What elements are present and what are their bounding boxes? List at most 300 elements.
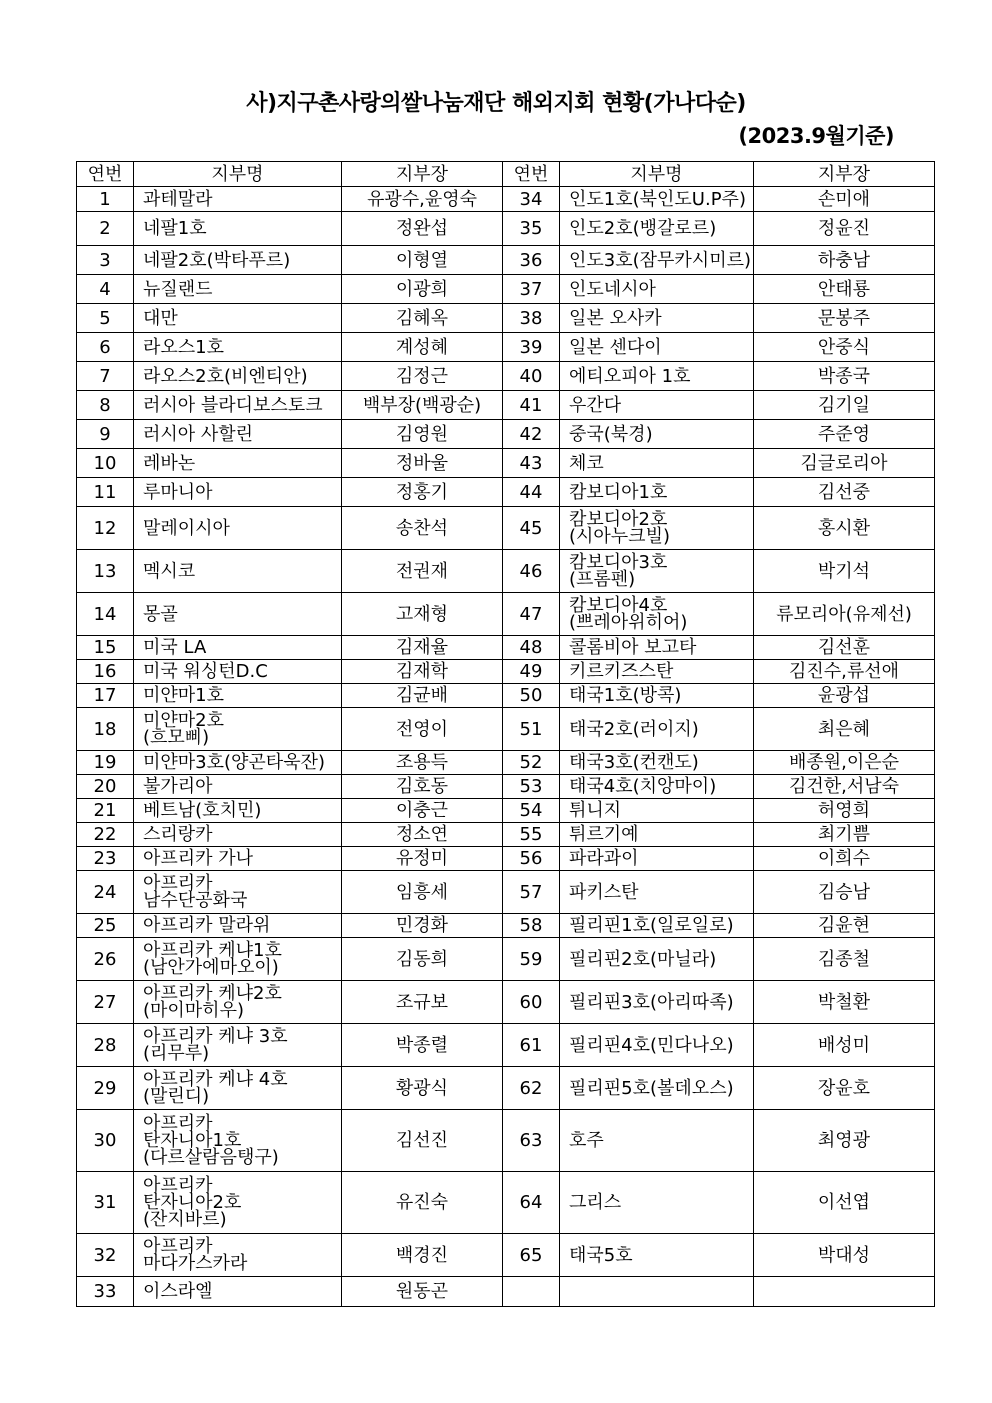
branch-name-line: 태국5호 (569, 1244, 633, 1266)
row-number: 54 (503, 799, 560, 823)
row-number: 47 (503, 593, 560, 636)
branch-name-line: 필리핀1호(일로일로) (569, 915, 734, 936)
branch-leader: 김정근 (342, 362, 503, 391)
row-number: 28 (77, 1024, 134, 1067)
branch-name-line: 루마니아 (143, 481, 213, 503)
branch-name (134, 914, 342, 938)
table-row (77, 799, 935, 823)
branch-name (560, 593, 754, 636)
branch-name (560, 507, 754, 550)
branch-leader: 김동희 (342, 938, 503, 981)
branch-name-line: 탄자니아1호 (143, 1130, 242, 1151)
branch-name (560, 1110, 754, 1172)
row-number: 25 (77, 914, 134, 938)
branch-leader: 김혜옥 (342, 304, 503, 333)
table-row (77, 938, 935, 981)
branch-name (560, 981, 754, 1024)
branch-name-line: 탄자니아2호 (143, 1192, 242, 1213)
branch-name (134, 871, 342, 914)
branch-leader: 윤광섭 (754, 684, 935, 708)
row-number: 27 (77, 981, 134, 1024)
table-body (77, 187, 935, 1307)
branch-name-line: 미국 LA (143, 637, 207, 658)
branch-leader: 김호동 (342, 775, 503, 799)
branch-name-line: (쁘레아위히어) (569, 612, 688, 633)
branch-name-line: 아프리카 케냐2호 (143, 983, 282, 1004)
row-number: 62 (503, 1067, 560, 1110)
branch-name-line: 미국 워싱턴D.C (143, 661, 268, 682)
table-row (77, 636, 935, 660)
branch-name-line: 멕시코 (143, 560, 196, 582)
branch-name-line: 아프리카 (143, 1113, 213, 1134)
branch-leader: 최영광 (754, 1110, 935, 1172)
branch-name-line: 우간다 (569, 394, 622, 416)
branch-name-line: (남안가에마오이) (143, 957, 279, 978)
row-number: 55 (503, 823, 560, 847)
row-number: 59 (503, 938, 560, 981)
branch-name (560, 275, 754, 304)
table-row (77, 708, 935, 751)
branch-leader: 안중식 (754, 333, 935, 362)
row-number: 1 (77, 187, 134, 212)
row-number: 44 (503, 478, 560, 507)
branch-name-line: 네팔2호(박타푸르) (143, 249, 291, 271)
branch-leader: 백부장(백광순) (342, 391, 503, 420)
branch-name-line: 일본 센다이 (569, 336, 662, 358)
row-number: 15 (77, 636, 134, 660)
branch-leader: 이선엽 (754, 1172, 935, 1234)
branch-name-line: 아프리카 케냐 3호 (143, 1026, 288, 1047)
row-number: 60 (503, 981, 560, 1024)
branch-leader: 박종국 (754, 362, 935, 391)
branch-name-line: 튀르기예 (569, 824, 639, 845)
table-row (77, 684, 935, 708)
row-number: 18 (77, 708, 134, 751)
branch-name-line: 태국2호(러이지) (569, 718, 699, 740)
branch-name (560, 449, 754, 478)
table-row (77, 304, 935, 333)
branch-leader: 이형열 (342, 246, 503, 275)
branch-name (134, 507, 342, 550)
branch-leader (754, 1277, 935, 1307)
branch-name-line: (말린디) (143, 1086, 210, 1107)
branch-name-line: 아프리카 가나 (143, 848, 254, 869)
branch-name (560, 362, 754, 391)
branch-name-line: 호주 (569, 1130, 604, 1151)
branch-name-line: 아프리카 케냐 4호 (143, 1069, 288, 1090)
table-row (77, 775, 935, 799)
branch-name-line: 키르키즈스탄 (569, 661, 674, 682)
branch-name (560, 684, 754, 708)
branch-leader: 김재율 (342, 636, 503, 660)
row-number: 11 (77, 478, 134, 507)
row-number: 26 (77, 938, 134, 981)
row-number: 10 (77, 449, 134, 478)
branch-name (134, 938, 342, 981)
branch-leader: 유진숙 (342, 1172, 503, 1234)
branch-leader: 전영이 (342, 708, 503, 751)
branch-name (134, 1024, 342, 1067)
branch-name (560, 1067, 754, 1110)
branch-name-line: 몽골 (143, 603, 178, 625)
row-number: 52 (503, 751, 560, 775)
row-number: 30 (77, 1110, 134, 1172)
branch-leader: 전권재 (342, 550, 503, 593)
branch-leader: 박철환 (754, 981, 935, 1024)
branch-name-line: (흐모삐) (143, 727, 210, 748)
row-number: 65 (503, 1234, 560, 1277)
branch-name (134, 660, 342, 684)
branch-leader: 유정미 (342, 847, 503, 871)
branch-name (134, 1067, 342, 1110)
branch-name-line: 인도3호(잠무카시미르) (569, 249, 751, 271)
branch-name-line: 캄보디아3호 (569, 552, 668, 573)
branch-name-line: 튀니지 (569, 800, 622, 821)
branch-name (134, 478, 342, 507)
branch-name (134, 981, 342, 1024)
branch-leader: 조규보 (342, 981, 503, 1024)
row-number: 31 (77, 1172, 134, 1234)
branch-leader: 김윤현 (754, 914, 935, 938)
table-row (77, 660, 935, 684)
table-row (77, 420, 935, 449)
branch-leader: 정소연 (342, 823, 503, 847)
branch-leader: 이충근 (342, 799, 503, 823)
row-number: 37 (503, 275, 560, 304)
header-leader: 지부장 (754, 162, 935, 187)
table-row (77, 333, 935, 362)
branch-leader: 황광식 (342, 1067, 503, 1110)
document-title: 사)지구촌사랑의쌀나눔재단 해외지회 현황(가나다순) (246, 91, 746, 116)
branch-name (560, 914, 754, 938)
table-row (77, 914, 935, 938)
branch-name (560, 333, 754, 362)
branch-leader: 손미애 (754, 187, 935, 212)
row-number: 50 (503, 684, 560, 708)
branch-name-line: 라오스2호(비엔티안) (143, 365, 308, 387)
row-number: 49 (503, 660, 560, 684)
branch-name-line: 러시아 사할린 (143, 423, 254, 445)
row-number: 33 (77, 1277, 134, 1307)
branch-name (134, 751, 342, 775)
row-number: 39 (503, 333, 560, 362)
row-number: 17 (77, 684, 134, 708)
branch-name-line: 인도2호(뱅갈로르) (569, 218, 717, 239)
branch-name-line: 레바논 (143, 452, 196, 474)
branch-name-line: 에티오피아 1호 (569, 365, 691, 387)
table-row (77, 246, 935, 275)
row-number: 22 (77, 823, 134, 847)
row-number: 2 (77, 212, 134, 246)
branch-leader: 김선훈 (754, 636, 935, 660)
branch-name (134, 684, 342, 708)
branch-name-line: 불가리아 (143, 776, 213, 797)
row-number: 3 (77, 246, 134, 275)
branch-name-line: 태국4호(치앙마이) (569, 776, 717, 797)
branch-leader: 최은혜 (754, 708, 935, 751)
branch-leader: 김선중 (754, 478, 935, 507)
branch-name (560, 823, 754, 847)
branch-name-line: 파라과이 (569, 848, 639, 869)
branch-name-line: 아프리카 (143, 873, 213, 894)
table-row (77, 981, 935, 1024)
row-number: 7 (77, 362, 134, 391)
table-row (77, 1172, 935, 1234)
branch-leader: 류모리아(유제선) (754, 593, 935, 636)
header-branch: 지부명 (134, 162, 342, 187)
branch-name-line: 콜롬비아 보고타 (569, 637, 697, 658)
branch-name (134, 593, 342, 636)
branch-leader: 문봉주 (754, 304, 935, 333)
branch-name-line: 체코 (569, 452, 604, 474)
branch-name (560, 304, 754, 333)
row-number: 9 (77, 420, 134, 449)
table-row (77, 823, 935, 847)
branch-name-line: 미얀마3호(양곤타욱잔) (143, 752, 325, 773)
branch-leader: 김기일 (754, 391, 935, 420)
branch-leader: 배종원,이은순 (754, 751, 935, 775)
branch-name-line: 마다가스카라 (143, 1253, 248, 1274)
branch-name (560, 1172, 754, 1234)
row-number: 24 (77, 871, 134, 914)
row-number: 42 (503, 420, 560, 449)
branch-name (134, 391, 342, 420)
branch-name (134, 362, 342, 391)
branch-leader: 임흥세 (342, 871, 503, 914)
branch-leader: 김선진 (342, 1110, 503, 1172)
row-number: 23 (77, 847, 134, 871)
row-number: 8 (77, 391, 134, 420)
branch-name (134, 1172, 342, 1234)
branch-name-line: 태국1호(방콕) (569, 685, 682, 706)
table-row (77, 871, 935, 914)
branch-name-line: 인도1호(북인도U.P주) (569, 188, 746, 210)
row-number: 4 (77, 275, 134, 304)
row-number: 32 (77, 1234, 134, 1277)
branch-leader: 원동곤 (342, 1277, 503, 1307)
branch-name (560, 478, 754, 507)
branch-name-line: 일본 오사카 (569, 307, 662, 329)
branch-name-line: 미얀마1호 (143, 685, 225, 706)
branch-leader: 송찬석 (342, 507, 503, 550)
branch-name-line: 캄보디아1호 (569, 481, 668, 503)
branch-name-line: 필리핀4호(민다나오) (569, 1034, 734, 1056)
branch-leader: 하충남 (754, 246, 935, 275)
table-row (77, 507, 935, 550)
branch-leader: 홍시환 (754, 507, 935, 550)
row-number: 5 (77, 304, 134, 333)
branch-name-line: 캄보디아4호 (569, 595, 668, 616)
branch-name-line: (시아누크빌) (569, 526, 670, 547)
branch-name-line: 라오스1호 (143, 336, 225, 358)
branch-name (560, 636, 754, 660)
document-date: (2023.9월기준) (738, 124, 894, 148)
branch-leader: 김글로리아 (754, 449, 935, 478)
row-number: 40 (503, 362, 560, 391)
branch-name (134, 847, 342, 871)
branch-name-line: 아프리카 (143, 1175, 213, 1196)
branch-name (134, 708, 342, 751)
branch-name (134, 775, 342, 799)
branch-leader: 정바울 (342, 449, 503, 478)
branch-leader: 김승남 (754, 871, 935, 914)
branch-leader: 김진수,류선애 (754, 660, 935, 684)
row-number: 12 (77, 507, 134, 550)
branch-name-line: 네팔1호 (143, 218, 207, 239)
row-number: 20 (77, 775, 134, 799)
row-number: 16 (77, 660, 134, 684)
branch-leader: 이희수 (754, 847, 935, 871)
branch-leader: 김종철 (754, 938, 935, 981)
table-row (77, 593, 935, 636)
branch-name-line: 스리랑카 (143, 824, 213, 845)
row-number: 51 (503, 708, 560, 751)
row-number: 63 (503, 1110, 560, 1172)
branch-name-line: 아프리카 케냐1호 (143, 940, 282, 961)
branch-name (560, 775, 754, 799)
branch-name-line: 아프리카 (143, 1236, 213, 1257)
branch-leader: 박대성 (754, 1234, 935, 1277)
branch-name-line: 태국3호(컨캔도) (569, 752, 699, 773)
branch-name (560, 550, 754, 593)
table-row (77, 1110, 935, 1172)
row-number: 38 (503, 304, 560, 333)
branch-leader: 백경진 (342, 1234, 503, 1277)
row-number: 29 (77, 1067, 134, 1110)
branch-name (134, 420, 342, 449)
branch-leader: 정홍기 (342, 478, 503, 507)
branch-name (134, 1234, 342, 1277)
header-leader: 지부장 (342, 162, 503, 187)
branch-leader: 허영희 (754, 799, 935, 823)
branch-name (560, 420, 754, 449)
branch-name-line: 필리핀2호(마닐라) (569, 948, 717, 970)
row-number: 61 (503, 1024, 560, 1067)
table-row (77, 212, 935, 246)
branch-name (134, 636, 342, 660)
branch-name (560, 187, 754, 212)
branch-leader: 박종렬 (342, 1024, 503, 1067)
branch-leader: 고재형 (342, 593, 503, 636)
branch-leader: 정윤진 (754, 212, 935, 246)
branch-name-line: 뉴질랜드 (143, 278, 213, 300)
branch-leader: 조용득 (342, 751, 503, 775)
branch-name (134, 212, 342, 246)
row-number: 14 (77, 593, 134, 636)
branch-name (560, 212, 754, 246)
table-row (77, 751, 935, 775)
branch-name (560, 660, 754, 684)
header-no: 연번 (77, 162, 134, 187)
branch-name (134, 246, 342, 275)
branch-name (560, 847, 754, 871)
branch-name (560, 708, 754, 751)
branch-name-line: 파키스탄 (569, 881, 639, 903)
branch-name (560, 1277, 754, 1307)
table-row (77, 449, 935, 478)
branch-name (560, 391, 754, 420)
row-number (503, 1277, 560, 1307)
branch-leader: 배성미 (754, 1024, 935, 1067)
branch-name (134, 275, 342, 304)
branch-name (134, 1277, 342, 1307)
table-row (77, 187, 935, 212)
branch-name (134, 1110, 342, 1172)
row-number: 46 (503, 550, 560, 593)
branch-name-line: 필리핀5호(볼데오스) (569, 1077, 734, 1099)
branch-name (134, 823, 342, 847)
branch-name (134, 333, 342, 362)
row-number: 53 (503, 775, 560, 799)
branch-name (134, 550, 342, 593)
row-number: 45 (503, 507, 560, 550)
branch-name-line: 러시아 블라디보스토크 (143, 394, 323, 416)
branch-name (560, 1234, 754, 1277)
row-number: 56 (503, 847, 560, 871)
table-row (77, 550, 935, 593)
row-number: 48 (503, 636, 560, 660)
branch-name-line: (다르살람음탱구) (143, 1147, 279, 1168)
branch-name (134, 187, 342, 212)
branch-name-line: 대만 (143, 307, 178, 329)
branch-name (560, 799, 754, 823)
table-row (77, 1277, 935, 1307)
branch-leader: 최기쁨 (754, 823, 935, 847)
branch-name-line: (잔지바르) (143, 1209, 227, 1230)
branch-name (560, 751, 754, 775)
table-row (77, 1234, 935, 1277)
table-row (77, 362, 935, 391)
branch-name (560, 246, 754, 275)
branch-name-line: 캄보디아2호 (569, 509, 668, 530)
branch-leader: 이광희 (342, 275, 503, 304)
branch-name-line: 과테말라 (143, 188, 213, 210)
table-row (77, 1067, 935, 1110)
branch-name (134, 799, 342, 823)
branch-leader: 주준영 (754, 420, 935, 449)
branch-name (134, 304, 342, 333)
branch-name (560, 871, 754, 914)
branch-name-line: (프롬펜) (569, 569, 636, 590)
branch-name (560, 938, 754, 981)
table-header-row (77, 162, 935, 187)
branch-name-line: 베트남(호치민) (143, 800, 262, 821)
branch-leader: 민경화 (342, 914, 503, 938)
header-no: 연번 (503, 162, 560, 187)
branch-leader: 장윤호 (754, 1067, 935, 1110)
row-number: 21 (77, 799, 134, 823)
row-number: 43 (503, 449, 560, 478)
branch-name (134, 449, 342, 478)
row-number: 35 (503, 212, 560, 246)
branch-name-line: 미얀마2호 (143, 710, 225, 731)
branch-name-line: (마이마히우) (143, 1000, 244, 1021)
branch-name-line: 이스라엘 (143, 1281, 213, 1302)
branch-name (560, 1024, 754, 1067)
branch-leader: 유광수,윤영숙 (342, 187, 503, 212)
branch-name-line: 인도네시아 (569, 278, 656, 300)
row-number: 19 (77, 751, 134, 775)
row-number: 34 (503, 187, 560, 212)
branch-leader: 김균배 (342, 684, 503, 708)
table-row (77, 1024, 935, 1067)
header-branch: 지부명 (560, 162, 754, 187)
row-number: 41 (503, 391, 560, 420)
branch-name-line: 그리스 (569, 1192, 622, 1213)
branch-leader: 정완섭 (342, 212, 503, 246)
branch-name-line: 아프리카 말라위 (143, 915, 271, 936)
row-number: 64 (503, 1172, 560, 1234)
